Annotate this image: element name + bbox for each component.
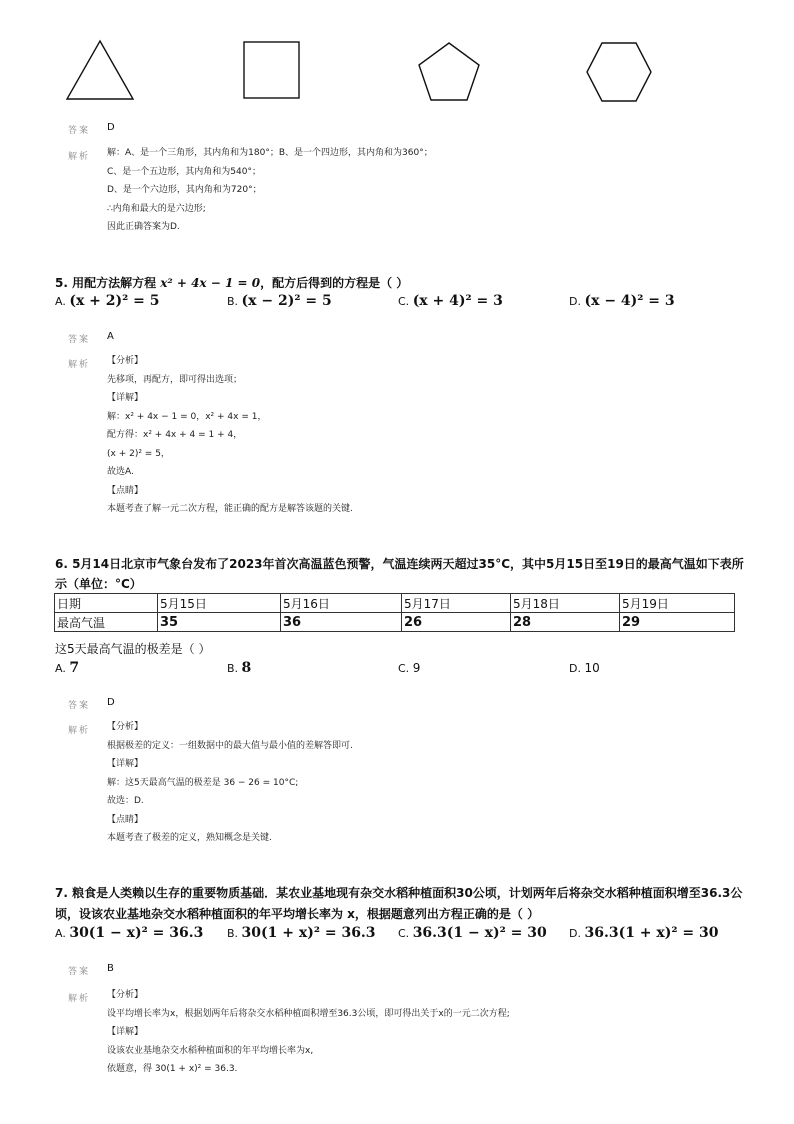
triangle-figure — [64, 38, 136, 102]
question-5-stem: 5. 用配方法解方程 x² + 4x − 1 = 0，配方后得到的方程是（ ） — [55, 276, 409, 290]
question-7-stem: 7. 粮食是人类赖以生存的重要物质基础．某农业基地现有杂交水稻种植面积30公顷，计划两年后将杂交水稻种植面积增至36.3公 — [55, 886, 743, 900]
q6-option-a[interactable]: A. 7 — [55, 660, 80, 676]
answer-label: 答案 — [68, 126, 91, 136]
explain-label: 解析 — [68, 152, 91, 162]
q7-option-a[interactable]: A. 30(1 − x)² = 36.3 — [55, 925, 204, 941]
explanation-text: 【分析】 根据极差的定义：一组数据中的最大值与最小值的差解答即可. 【详解】 解：这5天最高气温的极差是 36 − 26 = 10°C; 故选：D. 【点睛】 本题考查了极差的定义，熟知概念是关键. — [107, 722, 353, 843]
table-cell: 35 — [158, 613, 281, 632]
explain-label: 解析 — [68, 994, 91, 1004]
table-cell: 5月18日 — [511, 594, 620, 613]
q6-option-c[interactable]: C. 9 — [398, 661, 421, 675]
q5-option-c[interactable]: C. (x + 4)² = 3 — [398, 293, 503, 309]
table-cell: 5月17日 — [402, 594, 511, 613]
question-7-stem-cont: 顷，设该农业基地杂交水稻种植面积的年平均增长率为 x，根据题意列出方程正确的是（ ） — [55, 907, 540, 921]
answer-value: B — [107, 963, 114, 974]
question-6-prompt: 这5天最高气温的极差是（ ） — [55, 642, 211, 656]
table-cell: 36 — [281, 613, 402, 632]
pentagon-figure — [416, 40, 482, 104]
explanation-text: 【分析】 先移项，再配方，即可得出选项； 【详解】 解：x² + 4x − 1 = 0，x² + 4x = 1， 配方得：x² + 4x + 4 = 1 + 4， (x + 2)² = 5， 故选A. 【点睛】 本题考查了解一元二次方程，能正确的配方是解答该题的关键. — [107, 356, 353, 514]
answer-value: A — [107, 331, 114, 342]
answer-label: 答案 — [68, 701, 91, 711]
table-cell: 日期 — [55, 594, 158, 613]
table-cell: 5月16日 — [281, 594, 402, 613]
table-header-row — [55, 594, 735, 613]
q7-option-b[interactable]: B. 30(1 + x)² = 36.3 — [227, 925, 376, 941]
table-row — [55, 613, 735, 632]
explain-label: 解析 — [68, 360, 91, 370]
question-6-stem: 6. 5月14日北京市气象台发布了2023年首次高温蓝色预警，气温连续两天超过35°C，其中5月15日至19日的最高气温如下表所 — [55, 557, 744, 571]
answer-label: 答案 — [68, 335, 91, 345]
explanation-text: 【分析】 设平均增长率为x，根据划两年后将杂交水稻种植面积增至36.3公顷，即可得出关于x的一元二次方程; 【详解】 设该农业基地杂交水稻种植面积的年平均增长率为x, 依题意，得 30(1 + x)² = 36.3. — [107, 990, 510, 1074]
q7-option-c[interactable]: C. 36.3(1 − x)² = 30 — [398, 925, 547, 941]
table-cell: 最高气温 — [55, 613, 158, 632]
table-cell: 5月15日 — [158, 594, 281, 613]
explain-label: 解析 — [68, 726, 91, 736]
q7-option-d[interactable]: D. 36.3(1 + x)² = 30 — [569, 925, 719, 941]
square-figure — [242, 40, 302, 100]
table-cell: 28 — [511, 613, 620, 632]
explanation-text: 解：A、是一个三角形，其内角和为180°；B、是一个四边形，其内角和为360°； C、是一个五边形，其内角和为540°； D、是一个六边形，其内角和为720°； ∴内角和最大的是六边形; 因此正确答案为D. — [107, 148, 433, 232]
temperature-table — [54, 593, 735, 632]
question-6-stem-cont: 示（单位：°C） — [55, 577, 142, 591]
answer-value: D — [107, 697, 115, 708]
hexagon-figure — [585, 40, 653, 104]
q5-option-b[interactable]: B. (x − 2)² = 5 — [227, 293, 332, 309]
answer-label: 答案 — [68, 967, 91, 977]
q6-option-d[interactable]: D. 10 — [569, 661, 600, 675]
table-cell: 29 — [620, 613, 735, 632]
table-cell: 5月19日 — [620, 594, 735, 613]
q5-option-d[interactable]: D. (x − 4)² = 3 — [569, 293, 675, 309]
table-cell: 26 — [402, 613, 511, 632]
answer-value: D — [107, 122, 115, 133]
q6-option-b[interactable]: B. 8 — [227, 660, 252, 676]
q5-option-a[interactable]: A. (x + 2)² = 5 — [55, 293, 160, 309]
